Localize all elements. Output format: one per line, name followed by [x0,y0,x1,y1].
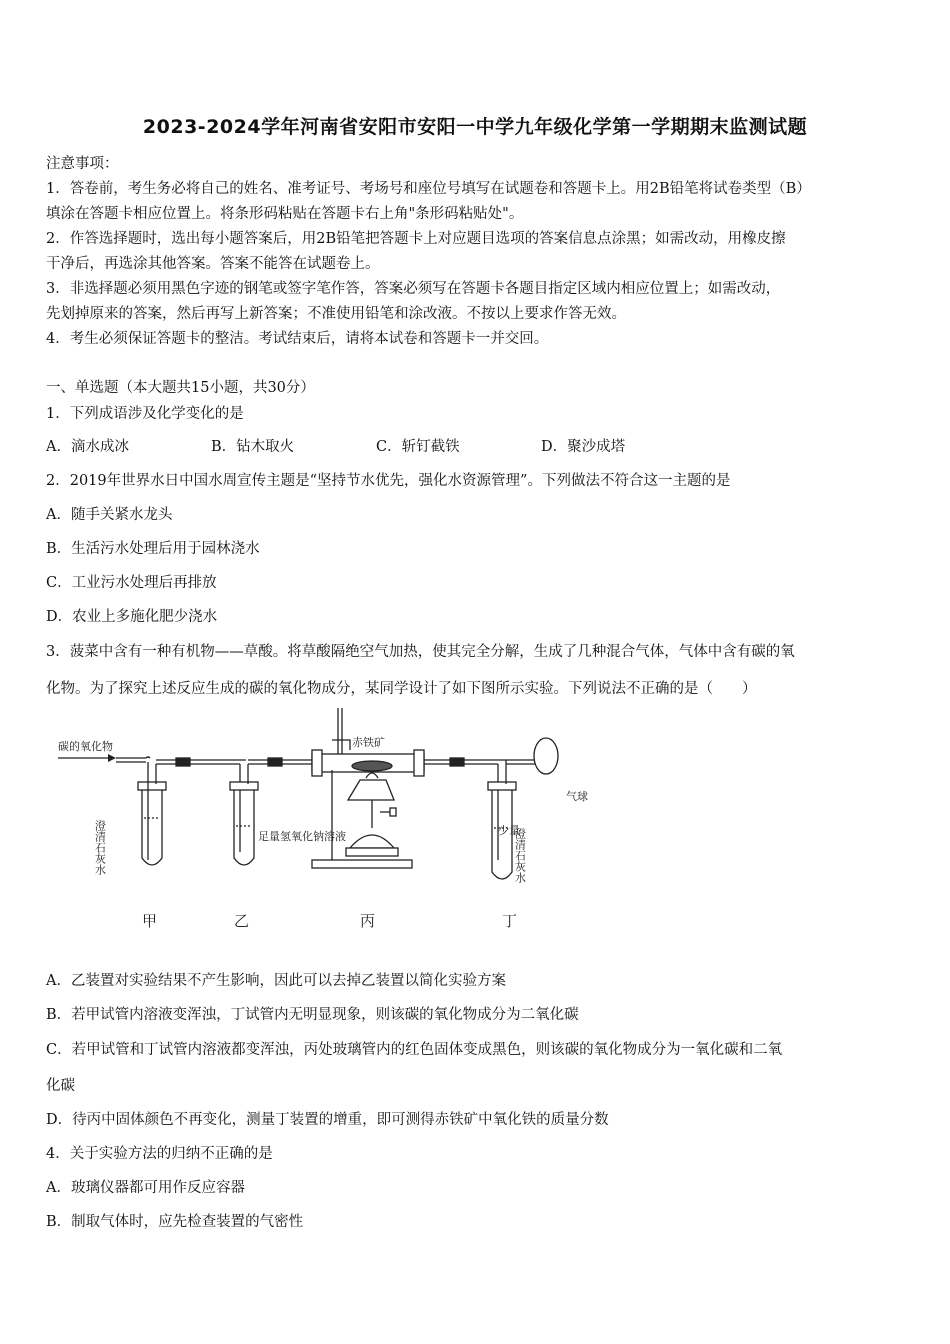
label-jia: 甲 [142,912,158,930]
tube-bing [312,708,424,868]
tube4-label-a: 少量 [498,824,520,837]
hematite-sample [352,761,392,771]
q3-stem-line2: 化物。为了探究上述反应生成的碳的氧化物成分，某同学设计了如下图所示实验。下列说法不正确的是（ ） [46,681,757,697]
q2-option-b: B．生活污水处理后用于园林浇水 [46,541,260,557]
section-heading: 一、单选题（本大题共15小题，共30分） [46,380,315,396]
tube4-label-b: 澄清石灰水 [513,828,527,883]
label-bing: 丙 [360,912,376,930]
inlet-arrowhead [108,754,116,762]
q1-options [46,435,625,456]
q4-stem: 4．关于实验方法的归纳不正确的是 [46,1146,273,1162]
q3-option-c: C．若甲试管和丁试管内溶液都变浑浊，丙处玻璃管内的红色固体变成黑色，则该碳的氧化物成分为一氧化碳和二氧 [46,1042,783,1058]
notice-item: 4．考生必须保证答题卡的整洁。考试结束后，请将本试卷和答题卡一并交回。 [46,331,549,347]
label-ding: 丁 [502,912,518,930]
ore-label: 赤铁矿 [352,736,385,749]
label-yi: 乙 [234,912,250,930]
balloon [534,738,558,774]
q4-option-a: A．玻璃仪器都可用作反应容器 [46,1180,245,1196]
tube-yi [200,758,312,865]
q2-option-d: D．农业上多施化肥少浇水 [46,609,218,625]
notice-item: 1．答卷前，考生务必将自己的姓名、准考证号、考场号和座位号填写在试题卷和答题卡上。用2B铅笔将试卷类型（B） [46,181,811,197]
tube2-label: 足量氢氧化钠溶液 [258,830,346,843]
q3-option-a: A．乙装置对实验结果不产生影响，因此可以去掉乙装置以简化实验方案 [46,973,506,989]
page-title: 2023-2024学年河南省安阳市安阳一中学九年级化学第一学期期末监测试题 [142,116,808,138]
q3-option-c-cont: 化碳 [46,1078,75,1094]
tube1-label: 澄清石灰水 [93,820,107,875]
inlet-label: 碳的氧化物 [58,740,113,753]
notice-item: 3．非选择题必须用黑色字迹的钢笔或签字笔作答，答案必须写在答题卡各题目指定区域内相应位置上；如需改动， [46,281,781,297]
q3-option-b: B．若甲试管内溶液变浑浊，丁试管内无明显现象，则该碳的氧化物成分为二氧化碳 [46,1007,579,1023]
notice-item: 填涂在答题卡相应位置上。将条形码粘贴在答题卡右上角"条形码粘贴处"。 [46,206,524,222]
notice-item: 干净后，再选涂其他答案。答案不能答在试题卷上。 [46,256,380,272]
notice-heading: 注意事项： [46,156,119,172]
q2-option-c: C．工业污水处理后再排放 [46,575,217,591]
q4-option-b: B．制取气体时，应先检查装置的气密性 [46,1214,304,1230]
tube-jia [138,757,200,865]
experiment-diagram [50,700,610,940]
q1-option-d: D．聚沙成塔 [541,439,626,455]
q1-option-a: A．滴水成冰 [46,439,129,455]
q2-stem: 2．2019年世界水日中国水周宣传主题是“坚持节水优先，强化水资源管理”。下列做法不符合这一主题的是 [46,473,731,489]
notice-item: 先划掉原来的答案，然后再写上新答案；不准使用铅笔和涂改液。不按以上要求作答无效。 [46,306,626,322]
q3-option-d: D．待丙中固体颜色不再变化，测量丁装置的增重，即可测得赤铁矿中氧化铁的质量分数 [46,1112,609,1128]
q3-stem-line1: 3．菠菜中含有一种有机物——草酸。将草酸隔绝空气加热，使其完全分解，生成了几种混合气体，气体中含有碳的氧 [46,644,795,660]
notice-item: 2．作答选择题时，选出每小题答案后，用2B铅笔把答题卡上对应题目选项的答案信息点涂黑；如需改动，用橡皮擦 [46,231,786,247]
q1-stem: 1．下列成语涉及化学变化的是 [46,406,244,422]
q1-option-c: C．斩钉截铁 [376,439,460,455]
q2-option-a: A．随手关紧水龙头 [46,507,173,523]
balloon-label: 气球 [566,790,588,803]
q1-option-b: B．钻木取火 [211,439,295,455]
